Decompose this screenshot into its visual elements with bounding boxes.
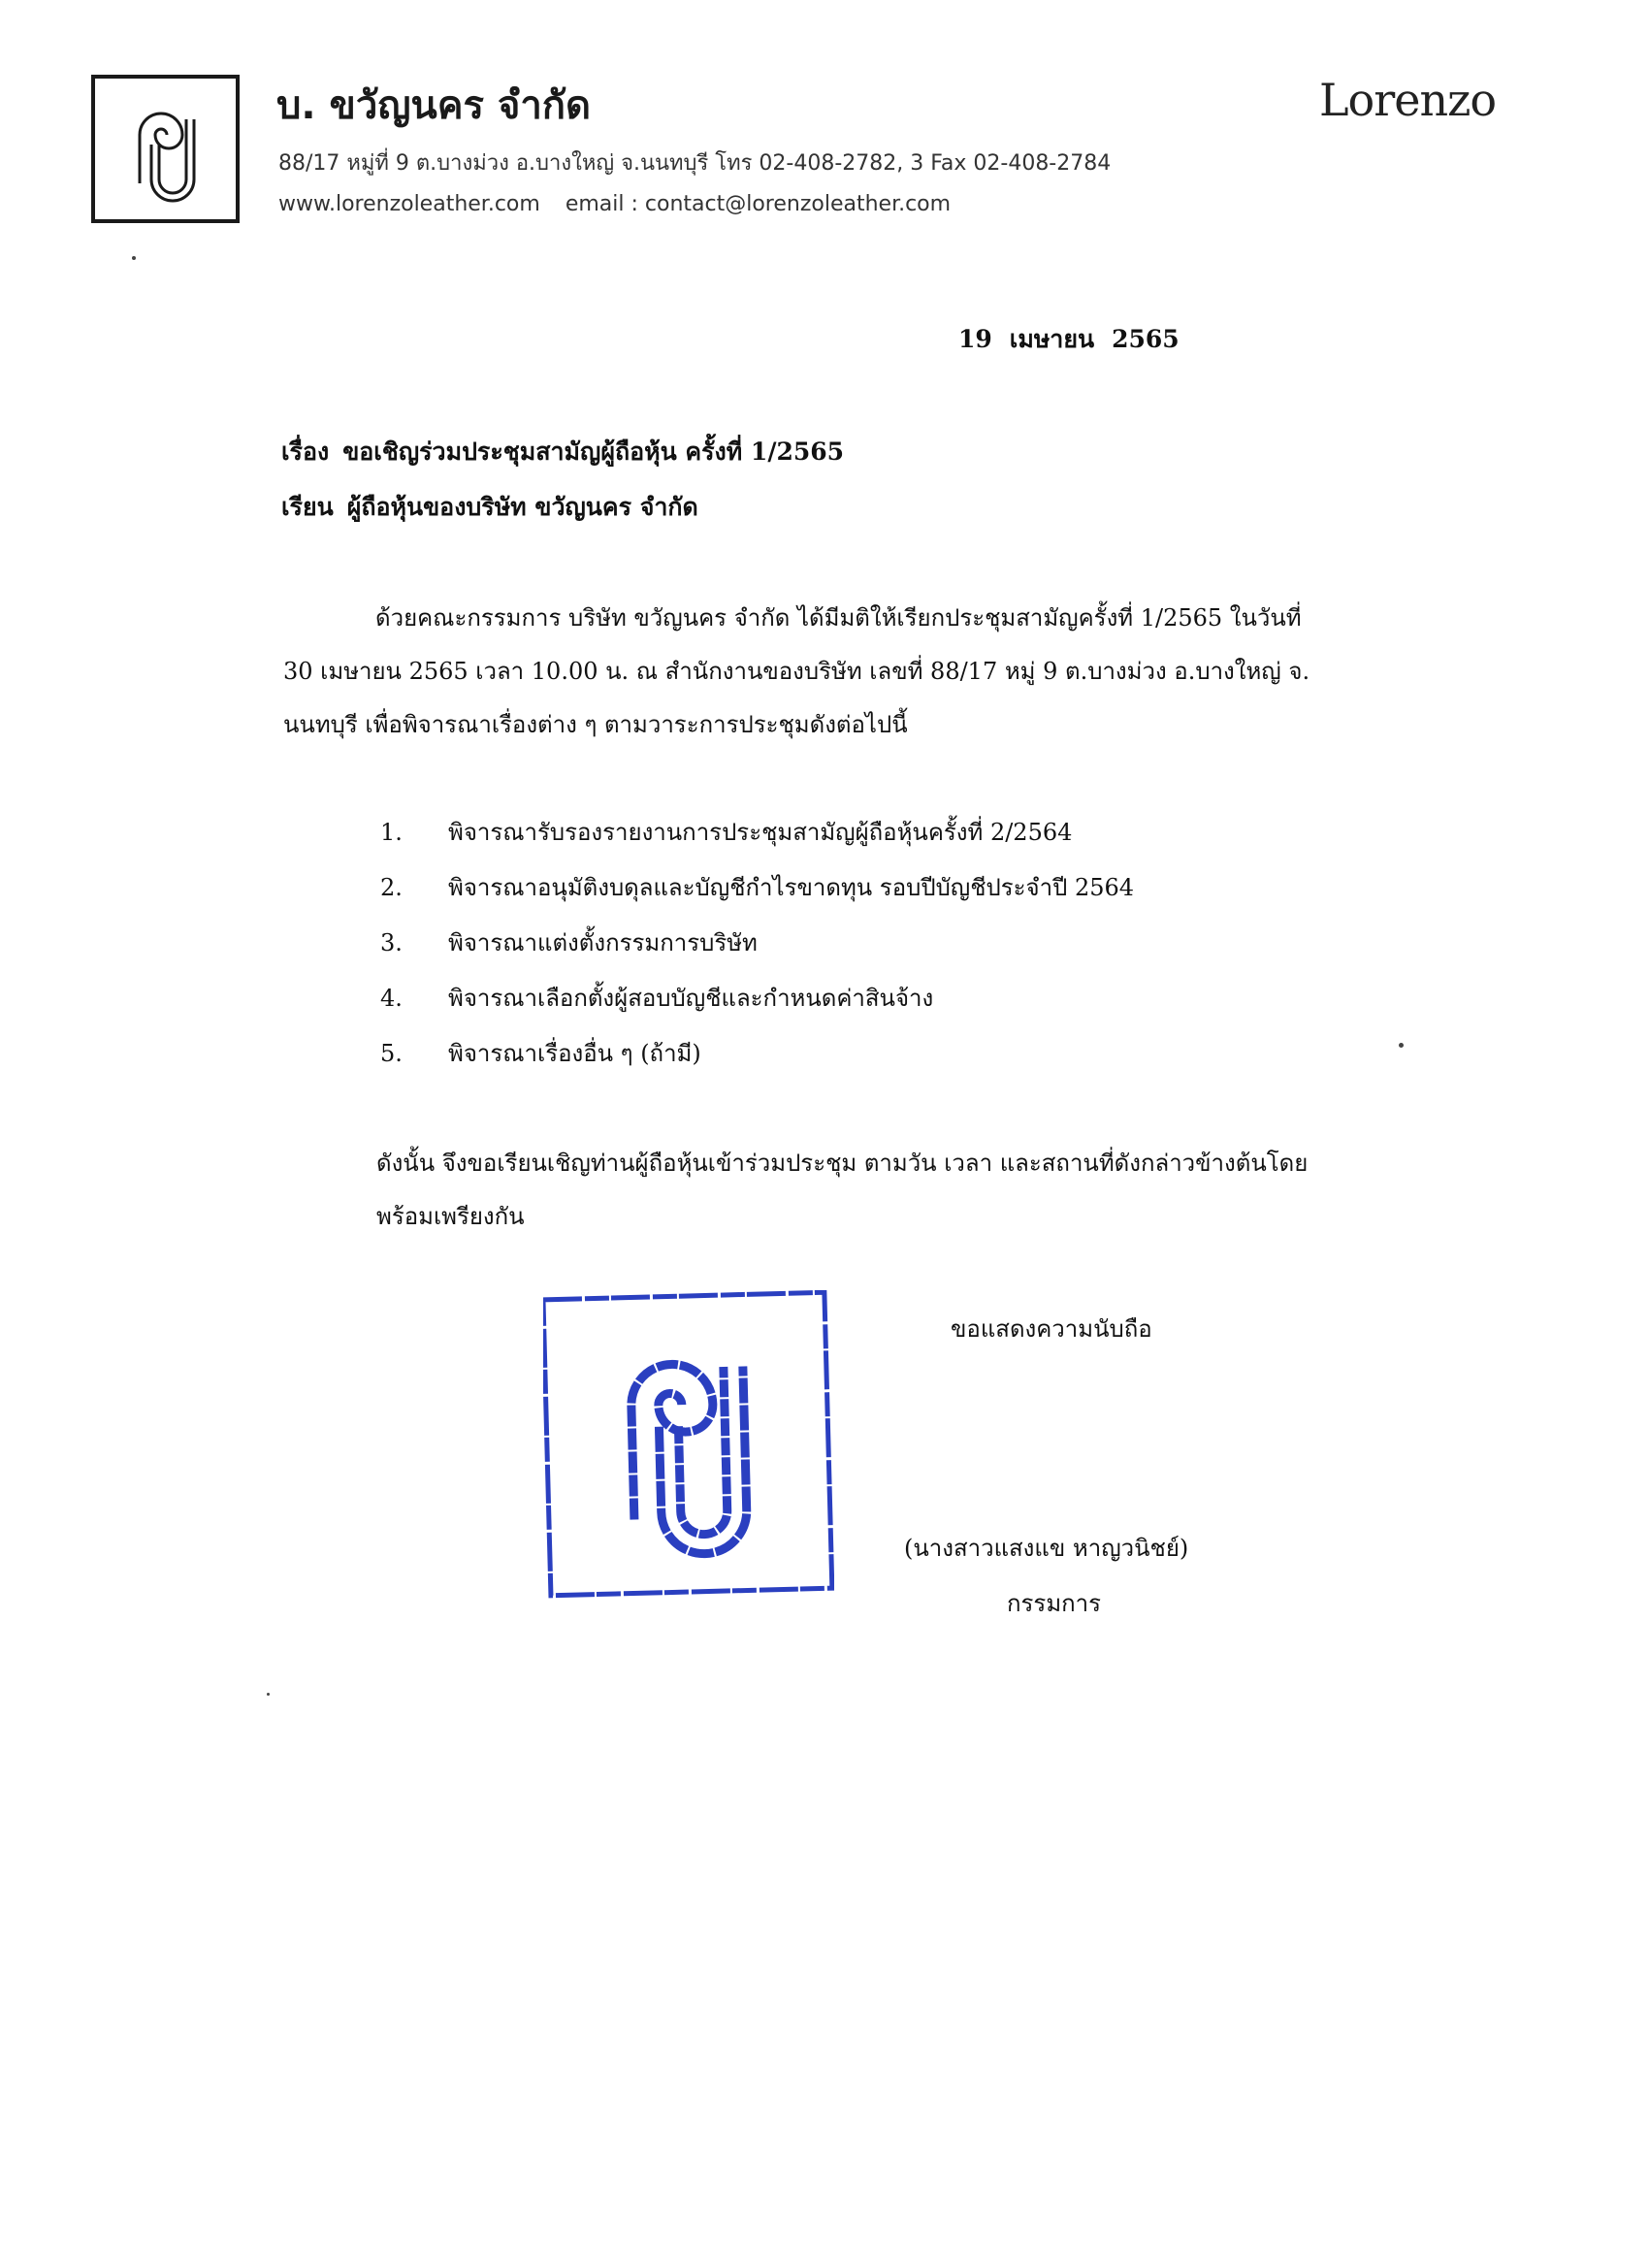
agenda-number: 1. bbox=[380, 819, 403, 846]
date-month: เมษายน bbox=[1009, 325, 1095, 353]
agenda-number: 3. bbox=[380, 929, 403, 956]
company-contact bbox=[278, 192, 951, 216]
scan-speck bbox=[132, 256, 136, 260]
email-link[interactable]: email : contact@lorenzoleather.com bbox=[565, 192, 952, 216]
subject-line bbox=[281, 433, 844, 471]
agenda-item bbox=[380, 979, 1134, 1034]
subject-text: ขอเชิญร่วมประชุมสามัญผู้ถือหุ้น ครั้งที่ 1/2565 bbox=[342, 437, 845, 466]
company-seal-stamp-icon bbox=[543, 1290, 834, 1605]
agenda-number: 4. bbox=[380, 985, 403, 1012]
body-line: ด้วยคณะกรรมการ บริษัท ขวัญนคร จำกัด ได้มีมติให้เรียกประชุมสามัญครั้งที่ 1/2565 ในวันที่ bbox=[375, 604, 1302, 632]
signer-title: กรรมการ bbox=[1007, 1590, 1102, 1617]
agenda-list bbox=[380, 813, 1134, 1089]
company-logo bbox=[91, 75, 240, 223]
agenda-item bbox=[380, 868, 1134, 923]
subject-label: เรื่อง bbox=[281, 437, 330, 466]
closing-paragraph bbox=[376, 1137, 1308, 1244]
letter-date bbox=[958, 320, 1197, 359]
recipient-text: ผู้ถือหุ้นของบริษัท ขวัญนคร จำกัด bbox=[346, 493, 698, 521]
body-line: 30 เมษายน 2565 เวลา 10.00 น. ณ สำนักงานของบริษัท เลขที่ 88/17 หมู่ 9 ต.บางม่วง อ.บางใหญ่ จ. bbox=[283, 658, 1310, 685]
agenda-item bbox=[380, 813, 1134, 868]
signer-name: (นางสาวแสงแข หาญวนิชย์) bbox=[904, 1535, 1189, 1562]
company-stamp bbox=[543, 1290, 834, 1605]
brand-name: Lorenzo bbox=[1319, 74, 1497, 126]
agenda-text: พิจารณารับรองรายงานการประชุมสามัญผู้ถือหุ้นครั้งที่ 2/2564 bbox=[448, 819, 1073, 846]
company-name: บ. ขวัญนคร จำกัด bbox=[276, 83, 592, 128]
recipient-line bbox=[281, 488, 698, 527]
scan-speck bbox=[267, 1693, 270, 1696]
website-link[interactable]: www.lorenzoleather.com bbox=[278, 192, 540, 216]
date-year: 2565 bbox=[1112, 325, 1180, 353]
agenda-text: พิจารณาเรื่องอื่น ๆ (ถ้ามี) bbox=[448, 1040, 701, 1067]
regards-text: ขอแสดงความนับถือ bbox=[951, 1315, 1152, 1343]
agenda-text: พิจารณาแต่งตั้งกรรมการบริษัท bbox=[448, 929, 758, 956]
closing-line: พร้อมเพรียงกัน bbox=[376, 1203, 525, 1230]
body-line: นนทบุรี เพื่อพิจารณาเรื่องต่าง ๆ ตามวาระการประชุมดังต่อไปนี้ bbox=[283, 711, 908, 738]
agenda-number: 5. bbox=[380, 1040, 403, 1067]
agenda-text: พิจารณาเลือกตั้งผู้สอบบัญชีและกำหนดค่าสินจ้าง bbox=[448, 985, 934, 1012]
recipient-label: เรียน bbox=[281, 493, 334, 521]
agenda-item bbox=[380, 1034, 1134, 1089]
company-address: 88/17 หมู่ที่ 9 ต.บางม่วง อ.บางใหญ่ จ.นนทบุรี โทร 02-408-2782, 3 Fax 02-408-2784 bbox=[278, 151, 1112, 176]
closing-line: ดังนั้น จึงขอเรียนเชิญท่านผู้ถือหุ้นเข้าร่วมประชุม ตามวัน เวลา และสถานที่ดังกล่าวข้างต้นโดย bbox=[376, 1150, 1309, 1177]
scan-speck bbox=[1399, 1043, 1404, 1048]
body-paragraph bbox=[283, 592, 1410, 752]
agenda-item bbox=[380, 923, 1134, 979]
date-day: 19 bbox=[958, 325, 992, 353]
agenda-number: 2. bbox=[380, 874, 403, 901]
company-monogram-icon bbox=[91, 75, 240, 223]
agenda-text: พิจารณาอนุมัติงบดุลและบัญชีกำไรขาดทุน รอบปีบัญชีประจำปี 2564 bbox=[448, 874, 1135, 901]
